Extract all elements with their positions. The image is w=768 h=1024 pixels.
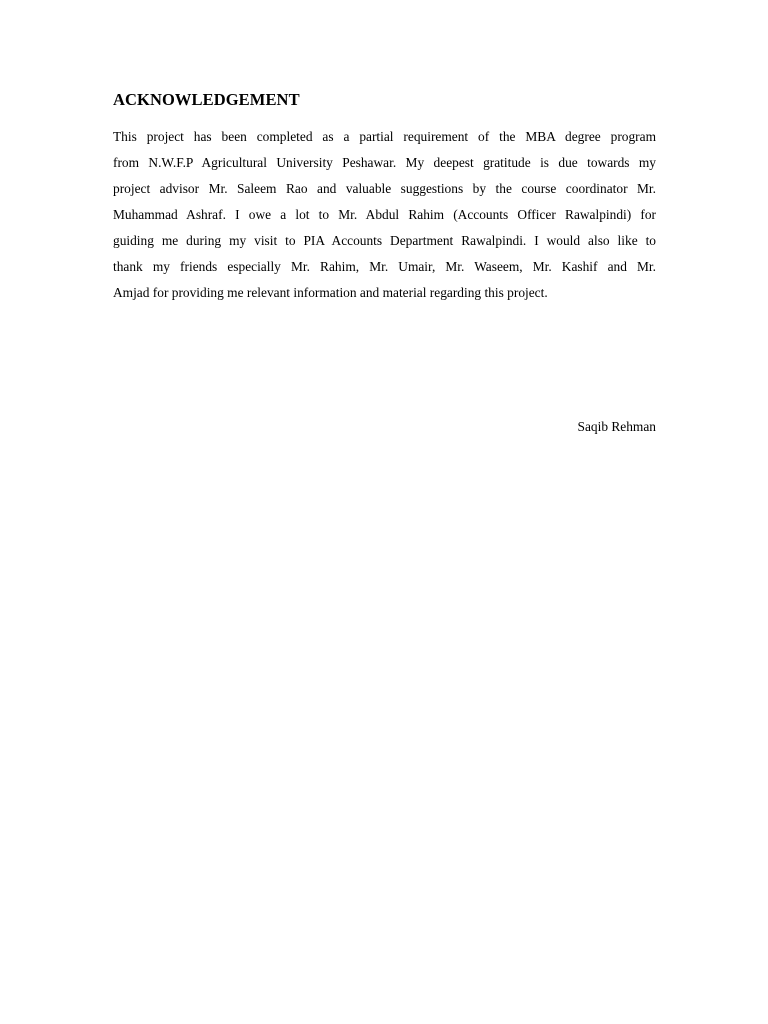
- page-title: ACKNOWLEDGEMENT: [113, 90, 300, 109]
- paragraph-line: guiding me during my visit to PIA Accounts Department Rawalpindi. I would also like to: [113, 233, 656, 248]
- paragraph-line: thank my friends especially Mr. Rahim, Mr. Umair, Mr. Waseem, Mr. Kashif and Mr.: [113, 259, 656, 274]
- paragraph-line: from N.W.F.P Agricultural University Peshawar. My deepest gratitude is due towards my: [113, 155, 656, 170]
- paragraph-line: This project has been completed as a partial requirement of the MBA degree program: [113, 129, 656, 144]
- acknowledgement-paragraph: [113, 124, 656, 306]
- paragraph-line: Amjad for providing me relevant information and material regarding this project.: [113, 285, 548, 300]
- paragraph-line: project advisor Mr. Saleem Rao and valuable suggestions by the course coordinator Mr.: [113, 181, 656, 196]
- signature-name: Saqib Rehman: [577, 419, 656, 434]
- paragraph-line: Muhammad Ashraf. I owe a lot to Mr. Abdul Rahim (Accounts Officer Rawalpindi) for: [113, 207, 656, 222]
